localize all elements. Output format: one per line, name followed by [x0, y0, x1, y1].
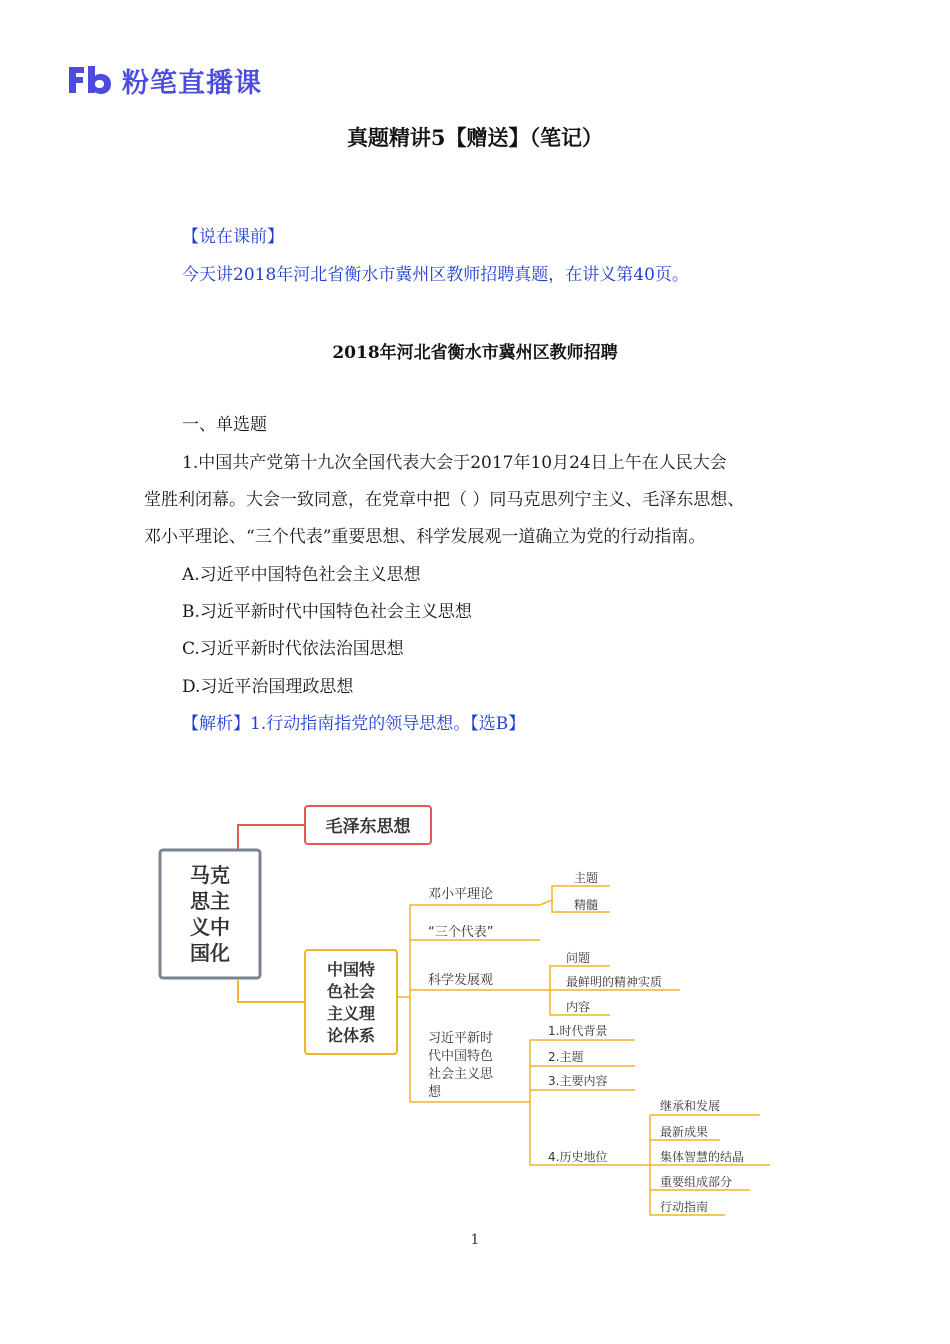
fb-logo-icon — [66, 63, 114, 97]
xi-child-3: 3.主要内容 — [548, 1074, 608, 1088]
root-line-1: 马克 — [190, 863, 230, 887]
section-title: 2018年河北省衡水市冀州区教师招聘 — [332, 343, 618, 363]
branch-yellow-line-4: 论体系 — [326, 1026, 376, 1045]
header-logo — [66, 60, 262, 100]
preface-heading: 【说在课前】 — [182, 227, 284, 247]
question-line-3: 邓小平理论、“三个代表”重要思想、科学发展观一道确立为党的行动指南。 — [144, 527, 706, 547]
science-label: 科学发展观 — [428, 973, 494, 988]
science-child-2: 最鲜明的精神实质 — [566, 975, 663, 989]
deng-child-1: 主题 — [574, 871, 599, 885]
analysis: 【解析】1.行动指南指党的领导思想。【选B】 — [182, 714, 526, 734]
history-item-1: 继承和发展 — [660, 1099, 721, 1113]
branch-yellow-line-1: 中国特 — [326, 960, 376, 979]
root-line-2: 思主 — [190, 889, 230, 913]
connector-red — [238, 825, 305, 850]
branch-yellow-line-3: 主义理 — [326, 1004, 376, 1023]
page-number: 1 — [470, 1232, 480, 1248]
connector-yellow — [238, 980, 305, 1002]
xi-label-line-1: 习近平新时 — [428, 1031, 494, 1046]
document-title: 真题精讲5【赠送】（笔记） — [346, 125, 604, 150]
preface-text: 今天讲2018年河北省衡水市冀州区教师招聘真题，在讲义第40页。 — [182, 265, 689, 285]
option-a: A.习近平中国特色社会主义思想 — [182, 565, 421, 585]
mindmap — [140, 790, 820, 1230]
part-heading: 一、单选题 — [182, 415, 267, 435]
history-item-5: 行动指南 — [660, 1200, 709, 1214]
branch-red-label: 毛泽东思想 — [325, 817, 411, 837]
question-line-1: 1.中国共产党第十九次全国代表大会于2017年10月24日上午在人民大会 — [182, 453, 727, 473]
option-d: D.习近平治国理政思想 — [182, 677, 354, 697]
history-item-2: 最新成果 — [660, 1125, 709, 1139]
question-line-2: 堂胜利闭幕。大会一致同意，在党章中把（ ）同马克思列宁主义、毛泽东思想、 — [144, 490, 745, 510]
deng-child-2: 精髓 — [574, 898, 599, 912]
xi-child-4: 4.历史地位 — [548, 1150, 608, 1164]
science-child-3: 内容 — [566, 1000, 591, 1014]
xi-child-2: 2.主题 — [548, 1050, 584, 1064]
deng-label: 邓小平理论 — [428, 887, 494, 902]
xi-label-line-4: 想 — [428, 1085, 442, 1100]
option-c: C.习近平新时代依法治国思想 — [182, 639, 404, 659]
logo-text: 粉笔直播课 — [122, 67, 262, 99]
branch-yellow-line-2: 色社会 — [326, 982, 376, 1001]
xi-label-line-3: 社会主义思 — [428, 1067, 494, 1082]
science-child-1: 问题 — [566, 951, 591, 965]
history-item-3: 集体智慧的结晶 — [660, 1150, 745, 1164]
xi-child-1: 1.时代背景 — [548, 1024, 608, 1038]
history-item-4: 重要组成部分 — [660, 1175, 733, 1189]
xi-label-line-2: 代中国特色 — [428, 1049, 494, 1064]
root-line-4: 国化 — [190, 941, 230, 965]
root-line-3: 义中 — [190, 915, 230, 939]
option-b: B.习近平新时代中国特色社会主义思想 — [182, 602, 472, 622]
three-represents-label: “三个代表” — [428, 925, 494, 940]
